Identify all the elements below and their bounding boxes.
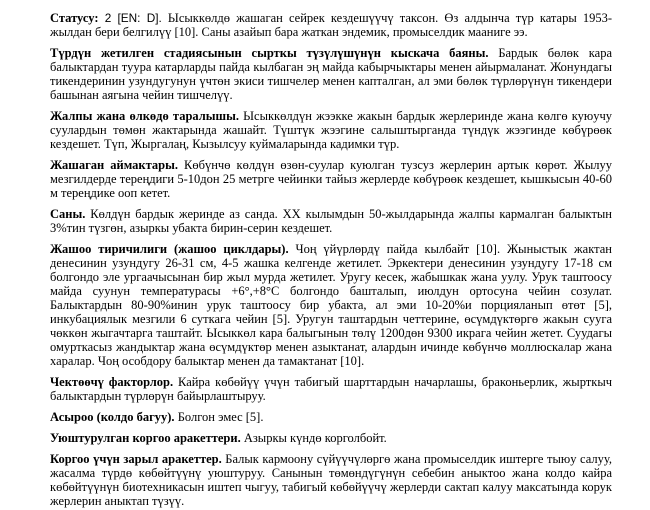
paragraph-description — [50, 46, 612, 102]
section-body-habitat: Көбүнчө көлдүн өзөн-суулар куюлган тузсуз жерлерин артык көрөт. Жылуу мезгилдерде тереңдиги 5-10дон 25 метрге чейинки тайыз жерлерде көбүрөөк кездешет, кышкысын 40-60 м тереңдике ооп кетет. — [50, 158, 613, 200]
section-heading-protection-current: Уюштурулган коргоо аракеттери. — [50, 431, 241, 445]
status-value: 2 [EN: D]. — [104, 11, 162, 25]
section-body-breeding: Болгон эмес [5]. — [177, 410, 264, 424]
paragraph-breeding — [50, 410, 612, 424]
section-heading-habitat: Жашаган аймактары. — [50, 158, 178, 172]
section-heading-breeding: Асыроо (колдо багуу). — [50, 410, 175, 424]
section-heading-limiting-factors: Чектөөчү факторлор. — [50, 375, 174, 389]
paragraph-biology — [50, 242, 612, 368]
section-heading-population: Саны. — [50, 207, 86, 221]
paragraph-population — [50, 207, 612, 235]
section-heading-protection-needed: Коргоо үчүн зарыл аракеттер. — [50, 452, 222, 466]
paragraph-protection-current — [50, 431, 612, 445]
paragraph-status — [50, 11, 612, 39]
section-body-protection-current: Азыркы күндө корголбойт. — [243, 431, 387, 445]
section-heading-distribution: Жалпы жана өлкөдө таралышы. — [50, 109, 239, 123]
paragraph-limiting-factors — [50, 375, 612, 403]
section-body-population: Көлдүн бардык жеринде аз санда. XX кылымдын 50-жылдарында жалпы кармалган балыктын 3%тин түзгөн, азыркы убакта бирин-серин кездешет. — [50, 207, 612, 235]
section-heading-status: Статусу: — [50, 11, 99, 25]
section-heading-biology: Жашоо тиричилиги (жашоо циклдары). — [50, 242, 289, 256]
section-body-description: Бардык бөлөк кара балыктардан туура катарларды пайда кылбаган эң майда кабырчыктары менен айырмаланат. Жонундагы тикендеринин узундугунун үчтөн экиси тишчелер менен капталган, ал эми бөлөк түрлөрүнүн тикендери башынан аягына чейин тишчелүү. — [50, 46, 612, 102]
section-body-biology: Чоң үйүрлөрдү пайда кылбайт [10]. Жыныстык жактан денесинин узундугу 26-31 см, 4-5 жашка келгенде жетилет. Эркектери денесинин узундугу 17-18 см болгондо эле ургаачысынан бир жыл мурда жетилет. Уругу кесек, жабышкак жана уулу. Урук таштоосу майда суунун температурасы +6°,+8°С болгондо башталып, июлдун ортосуна чейин созулат. Балыктардын 80-90%инин урук таштоосу бир убакта, ал эми 10-20%и порцияланып өтөт [5], инкубациялык мезгили 6 суткага чейин [5]. Уругун таштардын четтерине, өсүмдүктөргө жакын сууга чөккөн жыгачтарга таштайт. Ысыккөл кара балыгынын төлү 1200дөн 9300 икрага чейин жетет. Суудагы омурткасыз жандыктар жана өсүмдүктөр менен азыктанат, алардын ичинде көбүнчө моллюскалар жана харалар. Чоң особдору балыктар менен да тамактанат [10]. — [50, 242, 612, 368]
section-body-distribution: Ысыккөлдүн жээкке жакын бардык жерлеринде жана көлгө куюучу суулардын төмөн жактарында жашайт. Түштүк жээгине салыштырганда түндүк жээгинде көбүрөөк кездешет. Түп, Жыргалаң, Кызылсуу куймаларында кадимки түр. — [50, 109, 612, 151]
paragraph-habitat — [50, 158, 612, 200]
paragraph-protection-needed — [50, 452, 612, 508]
paragraph-distribution — [50, 109, 612, 151]
section-body-status: Ысыккөлдө жашаган сейрек кездешүүчү таксон. Өз алдынча түр катары 1953-жылдан бери белгилүү [10]. Саны азайып бара жаткан эндемик, промыселдик мааниге ээ. — [50, 11, 613, 39]
section-heading-description: Түрдүн жетилген стадиясынын сырткы түзүлүшүнүн кыскача баяны. — [50, 46, 489, 60]
section-body-limiting-factors: Кайра көбөйүү үчүн табигый шарттардын начарлашы, браконьерлик, жырткыч балыктардын түрлөрүн байырлаштыруу. — [50, 375, 612, 403]
section-body-protection-needed: Балык кармоону сүйүүчүлөргө жана промыселдик иштерге тыюу салуу, жасалма түрдө көбөйтүүнү уюштуруу. Санынын төмөндүгүнүн себебин аныктоо жана колдо кайра көбөйтүүнүн биотехникасын иштеп чыгуу, табигый көбөйүүчү жерлерди сактап калуу максатында корук жерлерин аныктап түзүү. — [50, 452, 613, 508]
